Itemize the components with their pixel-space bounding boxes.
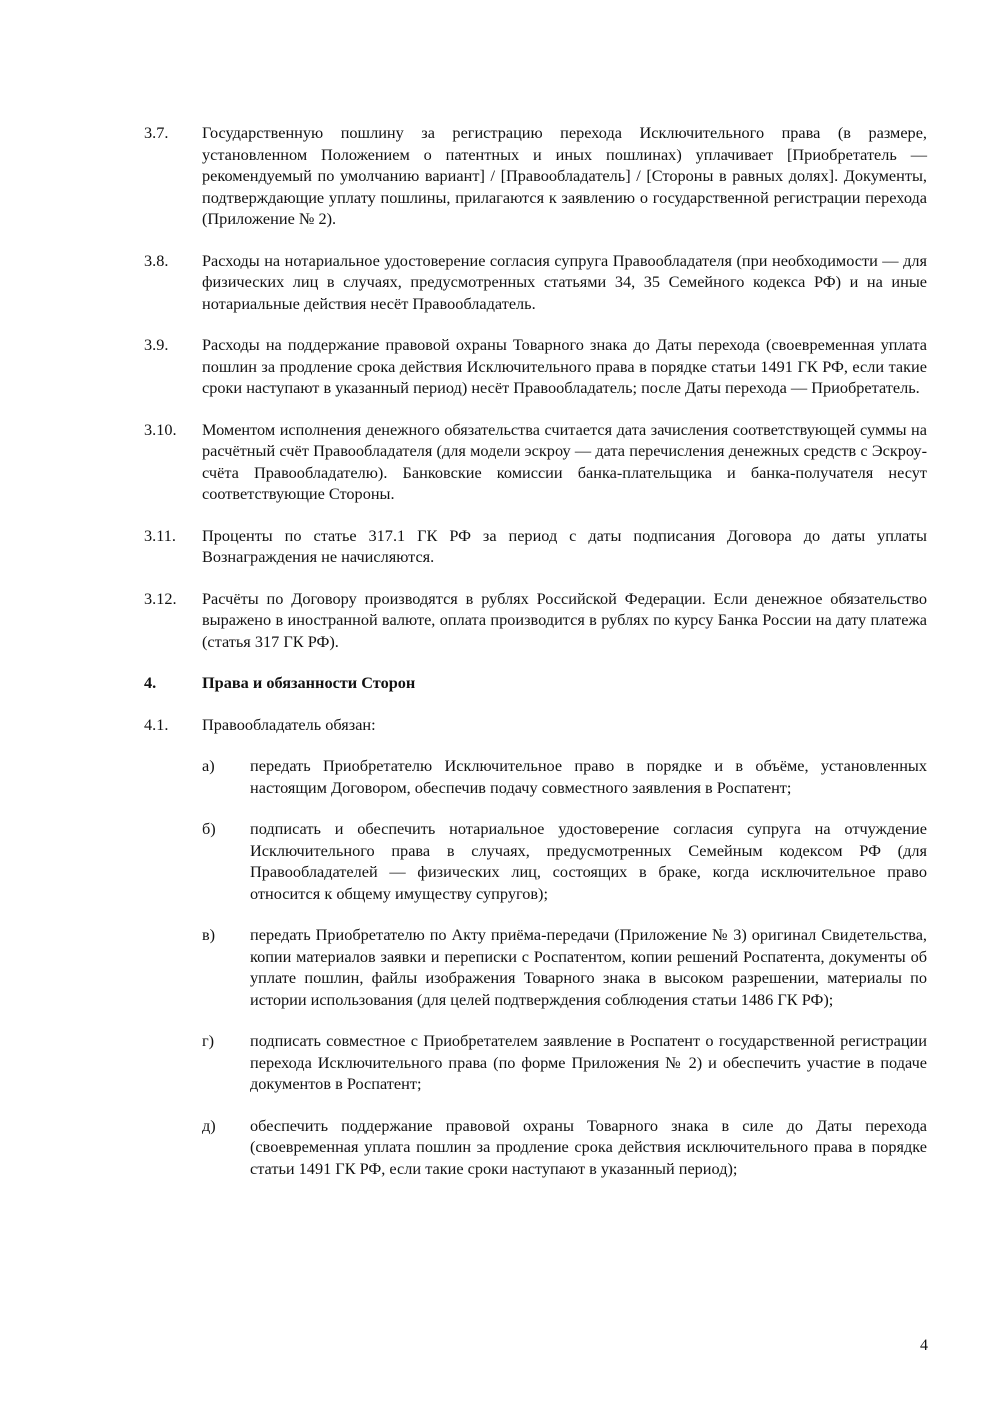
clause-text: Расходы на поддержание правовой охраны Товарного знака до Даты перехода (своевременная уплата пошлин за продление срока действия Исключительного права в порядке статьи 1491 ГК РФ, если такие сроки наступают в указанный период) несёт Правообладатель; после Даты перехода — Приобретатель. <box>202 335 927 397</box>
subitem-b <box>202 818 927 904</box>
subitem-g <box>202 1030 927 1095</box>
clause-number: 3.10. <box>144 419 177 439</box>
clause-3-10 <box>144 419 927 505</box>
subitem-v <box>202 924 927 1010</box>
clause-number: 3.12. <box>144 588 177 608</box>
clause-4-1 <box>144 714 927 736</box>
clause-3-11 <box>144 525 927 568</box>
clause-number: 3.7. <box>144 123 169 142</box>
subitem-text: подписать совместное с Приобретателем заявление в Роспатент о государственной регистрации перехода Исключительного права (по форме Приложения № 2) и обеспечить участие в подаче документов в Роспатент; <box>250 1031 927 1093</box>
clause-number: 3.11. <box>144 525 176 545</box>
clause-text: Расчёты по Договору производятся в рублях Российской Федерации. Если денежное обязательство выражено в иностранной валюте, оплата производится в рублях по курсу Банка России на дату платежа (статья 317 ГК РФ). <box>202 588 927 651</box>
subitem-letter: а) <box>202 756 215 775</box>
clause-number: 3.9. <box>144 335 169 354</box>
subitem-letter: в) <box>202 925 216 944</box>
subitem-text: обеспечить поддержание правовой охраны Товарного знака в силе до Даты перехода (своевременная уплата пошлин за продление срока действия исключительного права в порядке статьи 1491 ГК РФ, если такие сроки наступают в указанный период); <box>250 1115 927 1178</box>
subitem-text: подписать и обеспечить нотариальное удостоверение согласия супруга на отчуждение Исключительного права в случаях, предусмотренных Семейным кодексом РФ (для Правообладателей — физических лиц, состоящих в браке, когда исключительное право относится к общему имуществу супругов); <box>250 819 927 903</box>
subitem-a <box>202 755 927 798</box>
clause-text: Правообладатель обязан: <box>202 714 376 734</box>
section-number: 4. <box>144 673 157 692</box>
section-heading <box>144 672 927 694</box>
clause-text: Моментом исполнения денежного обязательства считается дата зачисления соответствующей суммы на расчётный счёт Правообладателя (для модели эскроу — дата перечисления денежных средств с Эскроу-счёта Правообладателю). Банковские комиссии банка-плательщика и банка-получателя несут соответствующие Стороны. <box>202 419 927 503</box>
section-title: Права и обязанности Сторон <box>202 673 416 692</box>
clause-3-12 <box>144 588 927 653</box>
subitem-d <box>202 1115 927 1180</box>
clause-3-7 <box>144 122 927 230</box>
document-body <box>144 122 927 1199</box>
subitem-text: передать Приобретателю по Акту приёма-передачи (Приложение № 3) оригинал Свидетельства, копии материалов заявки и переписки с Роспатентом, копии решений Роспатента, документы об уплате пошлин, файлы изображения Товарного знака в высоком разрешении, материалы по истории использования (для целей подтверждения соблюдения статьи 1486 ГК РФ); <box>250 925 927 1009</box>
clause-number: 4.1. <box>144 714 169 734</box>
clause-number: 3.8. <box>144 250 169 270</box>
clause-text: Расходы на нотариальное удостоверение согласия супруга Правообладателя (при необходимости — для физических лиц в случаях, предусмотренных статьями 34, 35 Семейного кодекса РФ) и на иные нотариальные действия несёт Правообладатель. <box>202 250 927 313</box>
page-number: 4 <box>920 1337 928 1354</box>
clause-text: Государственную пошлину за регистрацию перехода Исключительного права (в размере, установленном Положением о патентных и иных пошлинах) уплачивает [Приобретатель — рекомендуемый по умолчанию вариант] / [Правообладатель] / [Стороны в равных долях]. Документы, подтверждающие уплату пошлины, прилагаются к заявлению о государственной регистрации перехода (Приложение № 2). <box>202 123 927 228</box>
subitem-letter: г) <box>202 1031 215 1050</box>
clause-3-9 <box>144 334 927 399</box>
subitem-letter: б) <box>202 819 216 838</box>
clause-3-8 <box>144 250 927 315</box>
clause-text: Проценты по статье 317.1 ГК РФ за период с даты подписания Договора до даты уплаты Вознаграждения не начисляются. <box>202 525 927 566</box>
subitem-letter: д) <box>202 1115 216 1135</box>
subitem-text: передать Приобретателю Исключительное право в порядке и в объёме, установленных настоящим Договором, обеспечив подачу совместного заявления в Роспатент; <box>250 756 927 797</box>
